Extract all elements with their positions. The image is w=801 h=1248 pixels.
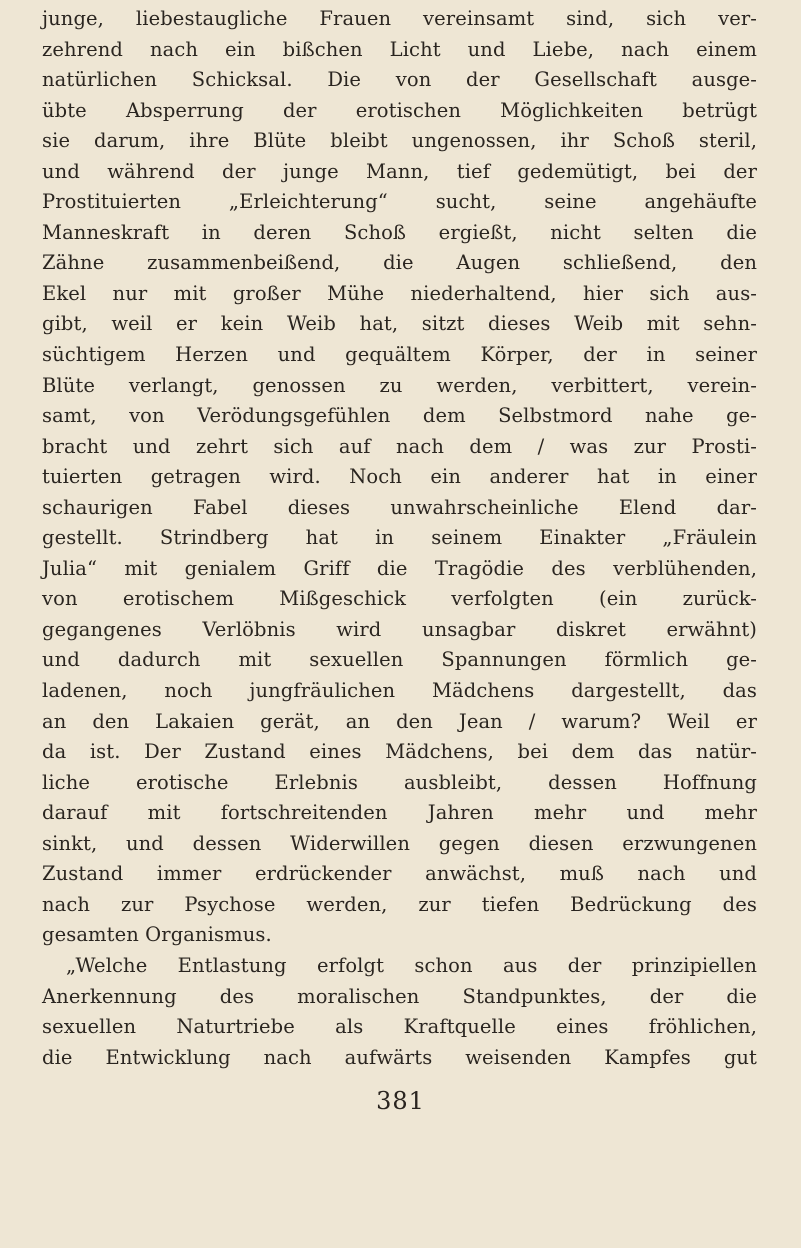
text-line: Anerkennung des moralischen Standpunktes, der die	[42, 984, 757, 1008]
text-line: nach zur Psychose werden, zur tiefen Bedrückung des	[42, 892, 757, 916]
text-line: samt, von Verödungsgefühlen dem Selbstmord nahe ge-	[42, 404, 757, 428]
text-line: Manneskraft in deren Schoß ergießt, nicht selten die	[42, 220, 757, 244]
text-line: schaurigen Fabel dieses unwahrscheinliche Elend dar-	[42, 495, 757, 519]
text-line: übte Absperrung der erotischen Möglichkeiten betrügt	[42, 98, 757, 122]
text-line: da ist. Der Zustand eines Mädchens, bei dem das natür-	[42, 740, 757, 764]
text-line: gibt, weil er kein Weib hat, sitzt dieses Weib mit sehn-	[42, 312, 757, 336]
text-line: die Entwicklung nach aufwärts weisenden Kampfes gut	[42, 1045, 757, 1069]
text-line: natürlichen Schicksal. Die von der Gesellschaft ausge-	[42, 68, 757, 92]
text-line: süchtigem Herzen und gequältem Körper, der in seiner	[42, 343, 757, 367]
text-line: sinkt, und dessen Widerwillen gegen diesen erzwungenen	[42, 831, 757, 855]
text-line: Julia“ mit genialem Griff die Tragödie des verblühenden,	[42, 556, 757, 580]
text-line: Zustand immer erdrückender anwächst, muß nach und	[42, 862, 757, 886]
text-line: gestellt. Strindberg hat in seinem Einakter „Fräulein	[42, 526, 757, 550]
text-line: gesamten Organismus.	[42, 923, 272, 947]
text-line: ladenen, noch jungfräulichen Mädchens dargestellt, das	[42, 679, 757, 703]
text-line: liche erotische Erlebnis ausbleibt, dessen Hoffnung	[42, 770, 757, 794]
text-line: und dadurch mit sexuellen Spannungen förmlich ge-	[42, 648, 757, 672]
text-line: „Welche Entlastung erfolgt schon aus der prinzipiellen	[66, 953, 757, 977]
page-number: 381	[376, 1087, 425, 1115]
text-line: junge, liebestaugliche Frauen vereinsamt sind, sich ver-	[42, 7, 757, 30]
text-line: tuierten getragen wird. Noch ein anderer hat in einer	[42, 465, 757, 489]
text-line: Ekel nur mit großer Mühe niederhaltend, hier sich aus-	[42, 281, 757, 305]
text-line: und während der junge Mann, tief gedemütigt, bei der	[42, 159, 757, 183]
text-line: zehrend nach ein bißchen Licht und Liebe, nach einem	[42, 37, 757, 61]
text-line: von erotischem Mißgeschick verfolgten (ein zurück-	[42, 587, 757, 611]
text-line: sie darum, ihre Blüte bleibt ungenossen, ihr Schoß steril,	[42, 129, 757, 153]
text-line: bracht und zehrt sich auf nach dem / was zur Prosti-	[42, 434, 757, 458]
body-text	[42, 4, 757, 1073]
text-line: Zähne zusammenbeißend, die Augen schließend, den	[42, 251, 757, 275]
text-line: Blüte verlangt, genossen zu werden, verbittert, verein-	[42, 373, 757, 397]
text-line: darauf mit fortschreitenden Jahren mehr und mehr	[42, 801, 757, 825]
text-line: sexuellen Naturtriebe als Kraftquelle eines fröhlichen,	[42, 1015, 757, 1039]
text-line: gegangenes Verlöbnis wird unsagbar diskret erwähnt)	[42, 617, 757, 641]
text-line: an den Lakaien gerät, an den Jean / warum? Weil er	[42, 709, 757, 733]
text-line: Prostituierten „Erleichterung“ sucht, seine angehäufte	[42, 190, 757, 214]
